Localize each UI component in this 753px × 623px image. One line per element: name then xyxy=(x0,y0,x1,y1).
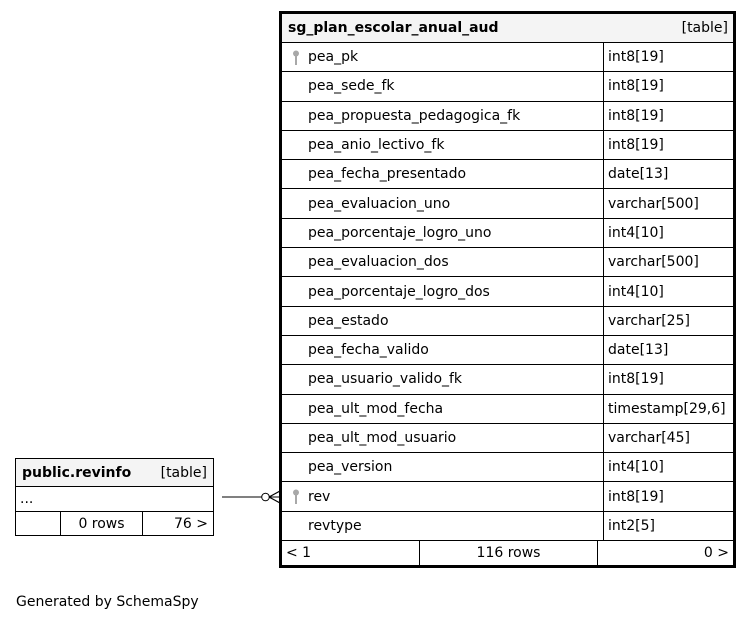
column-name-label: pea_ult_mod_fecha xyxy=(308,400,444,417)
main-table-parents-link[interactable]: < 1 xyxy=(282,541,420,565)
key-icon xyxy=(291,489,301,505)
column-name-label: revtype xyxy=(308,517,362,534)
column-type: varchar[25] xyxy=(608,312,690,329)
column-name-label: pea_anio_lectivo_fk xyxy=(308,137,445,154)
table-row[interactable] xyxy=(282,102,733,131)
column-name[interactable] xyxy=(282,160,604,188)
column-type: varchar[500] xyxy=(608,195,699,212)
column-name-label: pea_pk xyxy=(308,49,359,66)
table-row[interactable] xyxy=(282,277,733,306)
column-name-label: pea_propuesta_pedagogica_fk xyxy=(308,107,521,124)
column-name[interactable] xyxy=(282,424,604,452)
column-type: int4[10] xyxy=(608,459,664,476)
column-name-label: pea_version xyxy=(308,459,393,476)
column-name-label: pea_fecha_presentado xyxy=(308,166,467,183)
main-table-header[interactable] xyxy=(282,14,733,43)
table-row[interactable] xyxy=(282,424,733,453)
main-table-columns xyxy=(282,43,733,541)
column-name[interactable] xyxy=(282,365,604,393)
column-type: varchar[45] xyxy=(608,430,690,446)
column-type: date[13] xyxy=(608,342,669,359)
main-table[interactable] xyxy=(279,11,736,568)
table-row[interactable] xyxy=(282,131,733,160)
column-name[interactable] xyxy=(282,482,604,510)
column-name[interactable] xyxy=(282,453,604,481)
column-name-label: pea_sede_fk xyxy=(308,78,395,95)
column-name-label: pea_usuario_valido_fk xyxy=(308,371,463,388)
table-row[interactable] xyxy=(282,512,733,541)
main-table-row-count: 116 rows xyxy=(420,541,598,565)
main-table-footer xyxy=(282,541,733,565)
table-row[interactable] xyxy=(282,248,733,277)
column-type: int4[10] xyxy=(608,224,664,241)
column-name[interactable] xyxy=(282,277,604,305)
side-table-row-count: 0 rows xyxy=(61,512,143,535)
table-row[interactable] xyxy=(282,72,733,101)
side-table-children-link[interactable]: 76 > xyxy=(174,515,208,532)
table-row[interactable] xyxy=(282,336,733,365)
column-name[interactable] xyxy=(282,395,604,423)
column-type: int8[19] xyxy=(608,137,664,154)
column-name-label: pea_fecha_valido xyxy=(308,342,429,359)
column-type: int4[10] xyxy=(608,283,664,300)
column-name[interactable] xyxy=(282,189,604,217)
crowfoot-bottom-icon xyxy=(269,497,280,503)
column-name[interactable] xyxy=(282,336,604,364)
side-table-parents-link xyxy=(16,512,61,535)
column-type: date[13] xyxy=(608,166,669,183)
column-name-label: pea_evaluacion_uno xyxy=(308,195,451,212)
column-type: int8[19] xyxy=(608,78,664,95)
side-table-kind: [table] xyxy=(160,464,207,481)
side-table-name[interactable]: public.revinfo xyxy=(22,464,132,481)
column-type: varchar[500] xyxy=(608,254,699,271)
column-type: int8[19] xyxy=(608,107,664,124)
column-name-label: pea_porcentaje_logro_uno xyxy=(308,224,492,241)
column-name-label: pea_porcentaje_logro_dos xyxy=(308,283,490,300)
zero-optional-icon xyxy=(262,493,270,501)
column-name[interactable] xyxy=(282,102,604,130)
column-name-label: rev xyxy=(308,488,331,505)
table-row[interactable] xyxy=(282,395,733,424)
side-table-footer xyxy=(16,512,213,535)
table-row[interactable] xyxy=(282,43,733,72)
main-table-kind: [table] xyxy=(681,20,728,36)
column-name[interactable] xyxy=(282,512,604,540)
column-name[interactable] xyxy=(282,43,604,71)
column-name[interactable] xyxy=(282,131,604,159)
table-row[interactable] xyxy=(282,160,733,189)
relationship-connector xyxy=(222,486,284,508)
side-table-header[interactable] xyxy=(16,459,213,487)
main-table-children-link[interactable]: 0 > xyxy=(703,545,729,562)
generated-by-label: Generated by SchemaSpy xyxy=(16,594,199,610)
main-table-name[interactable]: sg_plan_escolar_anual_aud xyxy=(288,20,499,36)
crowfoot-top-icon xyxy=(269,491,280,497)
column-name[interactable] xyxy=(282,248,604,276)
key-icon xyxy=(291,50,301,66)
column-type: int8[19] xyxy=(608,371,664,388)
side-table[interactable] xyxy=(15,458,214,536)
table-row[interactable] xyxy=(282,365,733,394)
table-row[interactable] xyxy=(282,307,733,336)
column-name-label: pea_estado xyxy=(308,312,389,329)
column-name[interactable] xyxy=(282,219,604,247)
side-table-body: ... xyxy=(16,487,213,512)
table-row[interactable] xyxy=(282,189,733,218)
column-name[interactable] xyxy=(282,307,604,335)
column-type: timestamp[29,6] xyxy=(608,400,726,417)
column-name-label: pea_ult_mod_usuario xyxy=(308,430,457,446)
column-type: int8[19] xyxy=(608,49,664,66)
table-row[interactable] xyxy=(282,219,733,248)
column-type: int8[19] xyxy=(608,488,664,505)
column-type: int2[5] xyxy=(608,517,655,534)
column-name-label: pea_evaluacion_dos xyxy=(308,254,449,271)
column-name[interactable] xyxy=(282,72,604,100)
table-row[interactable] xyxy=(282,453,733,482)
table-row[interactable] xyxy=(282,482,733,511)
